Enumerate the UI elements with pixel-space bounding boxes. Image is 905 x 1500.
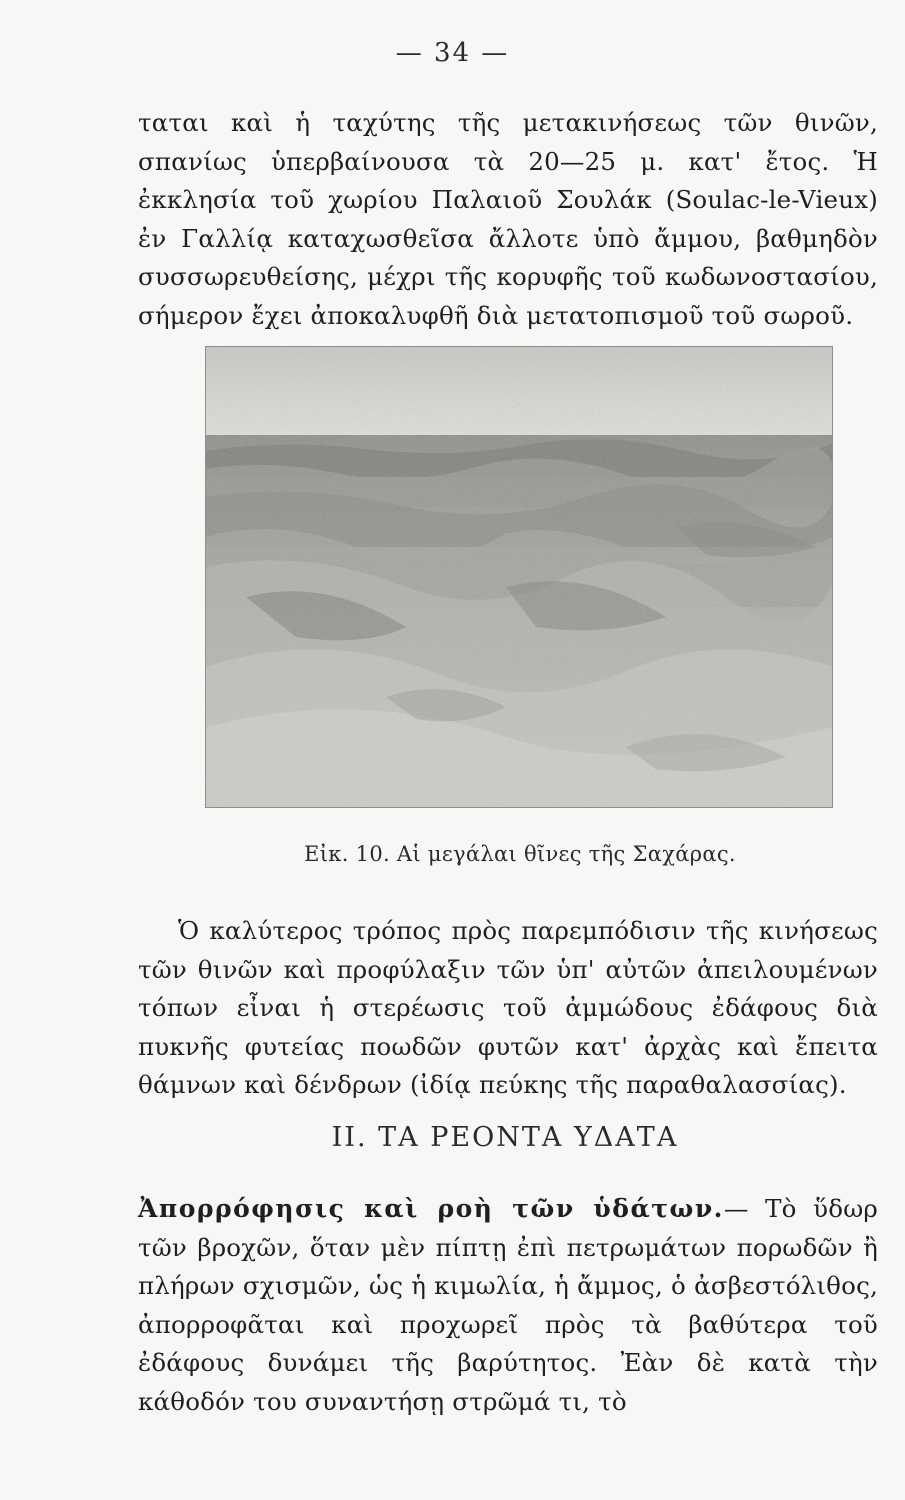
paragraph-dune-movement: ταται καὶ ἡ ταχύτης τῆς μετακινήσεως τῶν θινῶν, σπανίως ὑπερβαίνουσα τὰ 20—25 μ. κατ' ἔτος. Ἡ ἐκκλησία τοῦ χωρίου Παλαιοῦ Σουλάκ (Soulac-le-Vieux) ἐν Γαλλίᾳ καταχωσθεῖσα ἄλλοτε ὑπὸ ἄμμου, βαθμηδὸν συσσωρευθείσης, μέχρι τῆς κορυφῆς τοῦ κωδωνοστασίου, σήμερον ἔχει ἀποκαλυφθῆ διὰ μετατοπισμοῦ τοῦ σωροῦ.: [138, 108, 878, 330]
figure-caption: Εἰκ. 10. Αἱ μεγάλαι θῖνες τῆς Σαχάρας.: [304, 842, 736, 866]
dunes-photo-illustration: [206, 347, 833, 808]
paragraph-water-absorption: [138, 1190, 878, 1421]
figure-sahara-dunes-photo: [205, 346, 833, 808]
page-number: — 34 —: [395, 38, 510, 68]
paragraph-dune-stabilization: Ὁ καλύτερος τρόπος πρὸς παρεμπόδισιν τῆς κινήσεως τῶν θινῶν καὶ προφύλαξιν τῶν ὑπ' αὐτῶν ἀπειλουμένων τόπων εἶναι ἡ στερέωσις τοῦ ἀμμώδους ἐδάφους διὰ πυκνῆς φυτείας ποωδῶν φυτῶν κατ' ἀρχὰς καὶ ἔπειτα θάμνων καὶ δένδρων (ἰδίᾳ πεύκης τῆς παραθαλασσίας).: [138, 916, 878, 1099]
paragraph-water-absorption-body: — Τὸ ὕδωρ τῶν βροχῶν, ὅταν μὲν πίπτῃ ἐπὶ πετρωμάτων πορωδῶν ἢ πλήρων σχισμῶν, ὡς ἡ κιμωλία, ἡ ἄμμος, ὁ ἀσβεστόλιθος, ἀπορροφᾶται καὶ προχωρεῖ πρὸς τὰ βαθύτερα τοῦ ἐδάφους δυνάμει τῆς βαρύτητος. Ἐὰν δὲ κατὰ τὴν κάθοδόν του συναντήσῃ στρῶμά τι, τὸ: [138, 1194, 878, 1416]
run-in-heading: Ἀπορρόφησις καὶ ροὴ τῶν ὑδάτων.: [138, 1194, 724, 1223]
section-heading: II. ΤΑ ΡΕΟΝΤΑ ΥΔΑΤΑ: [331, 1122, 679, 1153]
